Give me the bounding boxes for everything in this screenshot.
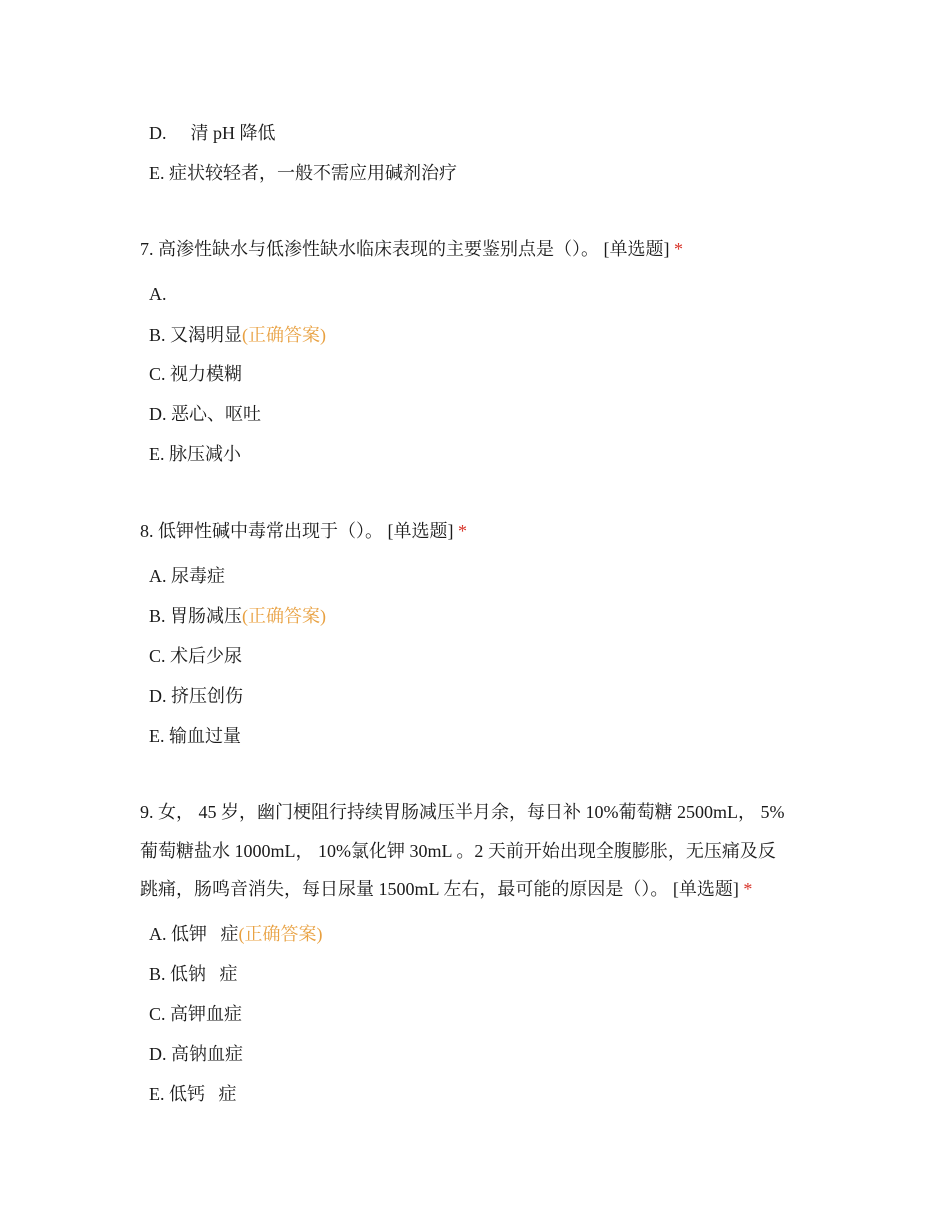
option-letter: D. (149, 686, 167, 706)
question-type: [单选题] (387, 521, 454, 541)
question-text: 女， 45 岁，幽门梗阻行持续胃肠减压半月余，每日补 10%葡萄糖 2500mL， 5% (158, 802, 785, 822)
question-number: 9. (140, 802, 154, 822)
option-letter: C. (149, 1004, 166, 1024)
option-text: 术后少尿 (170, 646, 243, 666)
q9-option-d[interactable] (149, 1042, 243, 1066)
question-7-title (140, 237, 683, 261)
question-9-line-2 (140, 839, 776, 863)
option-text: 又渴明显 (170, 325, 243, 345)
q7-option-b[interactable] (149, 323, 326, 347)
q8-option-c[interactable] (149, 644, 242, 668)
option-letter: A. (149, 566, 167, 586)
question-text: 低钾性碱中毒常出现于（）。 (158, 521, 383, 541)
correct-answer-label: (正确答案) (242, 606, 327, 626)
option-text: 高钠血症 (171, 1044, 243, 1064)
option-text: 尿毒症 (171, 566, 225, 586)
required-mark: * (743, 879, 753, 899)
option-letter: D. (149, 123, 167, 143)
option-text: 症状较轻者，一般不需应用碱剂治疗 (169, 163, 457, 183)
q9-option-b[interactable] (149, 962, 238, 986)
option-letter: D. (149, 1044, 167, 1064)
question-type: [单选题] (603, 239, 670, 259)
option-text: 挤压创伤 (171, 686, 243, 706)
option-text: 低钙 症 (169, 1084, 237, 1104)
q8-option-a[interactable] (149, 564, 225, 588)
option-text: 高钾血症 (170, 1004, 243, 1024)
q9-option-a[interactable] (149, 922, 323, 946)
option-text: 低钠 症 (170, 964, 238, 984)
option-text: 低钾 症 (171, 924, 239, 944)
option-text: 清 pH 降低 (190, 123, 276, 143)
question-text: 高渗性缺水与低渗性缺水临床表现的主要鉴别点是（）。 (158, 239, 599, 259)
option-text: 输血过量 (169, 726, 241, 746)
q7-option-e[interactable] (149, 442, 241, 466)
option-letter: B. (149, 606, 166, 626)
option-letter: A. (149, 284, 167, 304)
q7-option-c[interactable] (149, 362, 242, 386)
q8-option-e[interactable] (149, 724, 241, 748)
option-letter: E. (149, 163, 165, 183)
q7-option-d[interactable] (149, 402, 261, 426)
option-d[interactable] (149, 121, 276, 145)
q7-option-a[interactable] (149, 282, 167, 306)
question-number: 8. (140, 521, 154, 541)
question-type: [单选题] (672, 879, 739, 899)
option-letter: C. (149, 646, 166, 666)
q8-option-d[interactable] (149, 684, 243, 708)
option-e[interactable] (149, 161, 457, 185)
q8-option-b[interactable] (149, 604, 326, 628)
question-text: 葡萄糖盐水 1000mL， 10%氯化钾 30mL 。2 天前开始出现全腹膨胀，无压痛及反 (140, 841, 776, 861)
option-text: 胃肠减压 (170, 606, 243, 626)
option-letter: C. (149, 364, 166, 384)
option-letter: E. (149, 726, 165, 746)
question-9-line-1 (140, 800, 784, 824)
option-text: 恶心、呕吐 (171, 404, 261, 424)
option-letter: B. (149, 964, 166, 984)
required-mark: * (674, 239, 683, 259)
q9-option-c[interactable] (149, 1002, 242, 1026)
required-mark: * (458, 521, 467, 541)
correct-answer-label: (正确答案) (238, 924, 323, 944)
option-letter: B. (149, 325, 166, 345)
option-text: 视力模糊 (170, 364, 243, 384)
correct-answer-label: (正确答案) (242, 325, 327, 345)
option-text: 脉压减小 (169, 444, 241, 464)
option-letter: E. (149, 444, 165, 464)
question-number: 7. (140, 239, 154, 259)
q9-option-e[interactable] (149, 1082, 237, 1106)
option-letter: D. (149, 404, 167, 424)
option-letter: E. (149, 1084, 165, 1104)
option-letter: A. (149, 924, 167, 944)
question-8-title (140, 519, 467, 543)
question-text: 跳痛，肠鸣音消失，每日尿量 1500mL 左右，最可能的原因是（）。 (140, 879, 669, 899)
question-9-line-3 (140, 877, 752, 901)
